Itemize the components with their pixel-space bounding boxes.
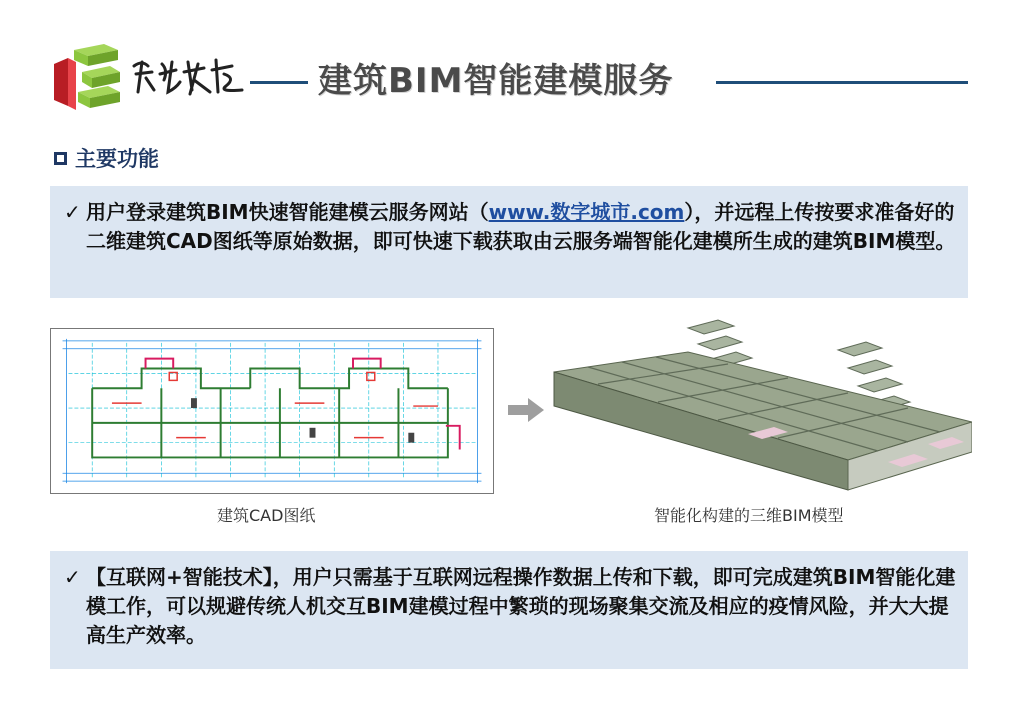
feature-box-2 — [50, 551, 968, 669]
section-heading — [54, 143, 159, 173]
paragraph-text: 【互联网+智能技术】，用户只需基于互联网远程操作数据上传和下载，即可完成建筑BIM智能化建模工作，可以规避传统人机交互BIM建模过程中繁琐的现场聚集交流及相应的疫情风险，并大大提高生产效率。 — [86, 565, 956, 647]
page-title: 建筑BIM智能建模服务 — [318, 61, 674, 101]
feature-box-1 — [50, 186, 968, 298]
bim-model-image — [548, 314, 972, 498]
cad-drawing-image — [50, 328, 494, 494]
section-heading-text: 主要功能 — [75, 147, 159, 171]
company-logo-icon — [52, 42, 122, 112]
feature-paragraph-1 — [64, 198, 956, 256]
arrow-right-icon — [506, 396, 546, 424]
cad-caption: 建筑CAD图纸 — [217, 506, 316, 525]
header-rule-right — [716, 81, 968, 84]
paragraph-text: 用户登录建筑BIM快速智能建模云服务网站（ — [86, 200, 489, 224]
check-icon: ✓ — [64, 200, 81, 224]
check-icon: ✓ — [64, 565, 81, 589]
square-bullet-icon — [54, 152, 67, 165]
website-link[interactable]: www.数字城市.com — [488, 200, 685, 224]
bim-caption: 智能化构建的三维BIM模型 — [654, 506, 844, 525]
calligraphy-signature-icon — [128, 52, 248, 98]
paragraph-text: ），并远程上传按要求准备好的二维建筑CAD图纸等原始数据，即可快速下载获取由云服务端智能化建模所生成的建筑BIM模型。 — [86, 200, 956, 253]
feature-paragraph-2 — [64, 563, 956, 650]
header-rule-left — [250, 81, 308, 84]
